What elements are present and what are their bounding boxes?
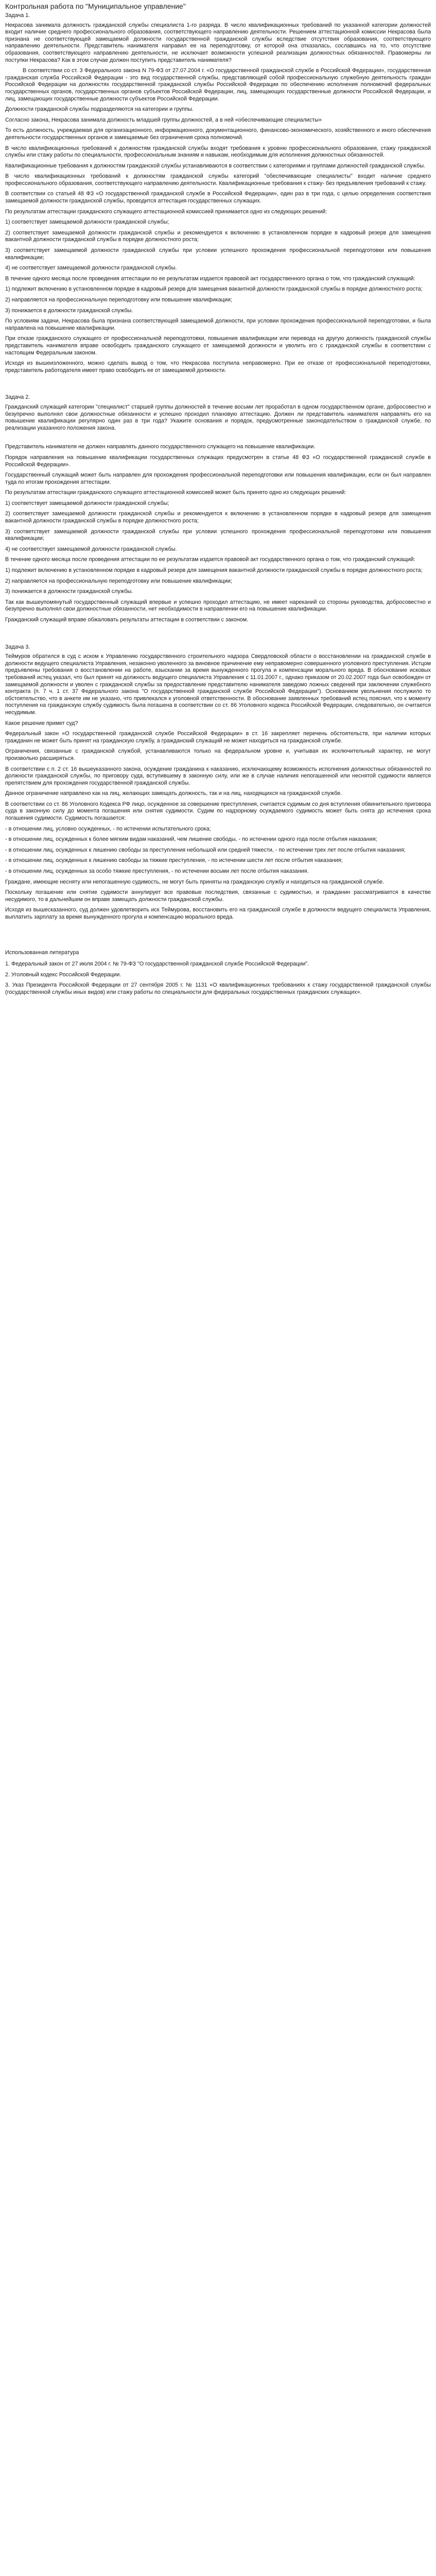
task-1-solution-para: По условиям задачи, Некрасова была признана соответствующей замещаемой должности, при условии прохождения профессиональной переподготовки, и была направлена на повышение квалификации. [5, 318, 431, 331]
task-1-section [5, 12, 431, 374]
task-2-solution-para: В течение одного месяца после проведения аттестации по ее результатам издается правовой акт государственного органа о том, что гражданский служащий: [5, 556, 415, 563]
task-3-solution-para: Граждане, имеющие несняту или непогашенную судимость, не могут быть приняты на гражданскую службу и находиться на гражданской службе. [5, 878, 385, 885]
task-2-solution-para: 1) соответствует замещаемой должности гражданской службы; [5, 500, 169, 506]
task-2-condition: Гражданский служащий категории "специалист" старшей группы должностей в течение восьми лет проработал в одном государственном органе, добросовестно и безупречно выполнял свои должностные обязанности и успешно проходил плановую аттестацию. Должен ли представитель нанимателя направлять его на повышение квалификации регулярно один раз в три года? Укажите основания и порядок, предусмотренные законодательством о гражданской службе, по реализации указанного положения закона. [5, 403, 431, 431]
task-1-solution-para: В течение одного месяца после проведения аттестации по ее результатам издается правовой акт государственного органа о том, что гражданский служащий: [5, 275, 415, 282]
task-3-heading: Задача 3. [5, 643, 30, 650]
task-2-solution-para: Так как вышеупомянутый государственный служащий впервые и успешно проходил аттестацию, не имеет нареканий со стороны руководства, добросовестно и безупречно выполнял свои должностные обязанности, нет необходимости в направлении его на повышение квалификации. [5, 599, 431, 613]
task-3-solution-para: В соответствии с п. 2 ст. 16 вышеуказанного закона, осуждение гражданина к наказанию, исключающему возможность исполнения должностных обязанностей по должности гражданской службы, по приговору суда, вступившему в законную силу, или же в случае наличия непогашенной или неснятой судимости является препятствием для прохождения государственной гражданской службы. [5, 766, 431, 786]
task-2-solution-para: 3) соответствует замещаемой должности гражданской службы при условии успешного прохождения профессиональной переподготовки или повышения квалификации; [5, 528, 431, 542]
task-3-solution-para: - в отношении лиц, осужденных к лишению свободы за преступления небольшой или средней тяжести, - по истечении трех лет после отбытия наказания; [5, 846, 406, 853]
task-3-solution-para: - в отношении лиц, осужденных к более мягким видам наказаний, чем лишение свободы, - по истечении одного года после отбытия наказания; [5, 836, 377, 843]
task-2-solution-para: 1) подлежит включению в установленном порядке в кадровый резерв для замещения вакантной должности гражданской службы в порядке должностного роста; [5, 567, 423, 574]
task-3-solution-para: - в отношении лиц, осужденных за особо тяжкие преступления, - по истечении восьми лет после отбытия наказания. [5, 868, 309, 875]
task-2-section [5, 394, 431, 623]
task-1-solution-para: 3) соответствует замещаемой должности гражданской службы при условии успешного прохождения профессиональной переподготовки или повышения квалификации; [5, 247, 431, 261]
task-1-solution-para: 1) подлежит включению в установленном порядке в кадровый резерв для замещения вакантной должности гражданской службы в порядке должностного роста; [5, 286, 423, 293]
task-3-solution-para: Какое решение примет суд? [5, 720, 78, 726]
section-spacer [5, 925, 431, 950]
task-1-solution-para: 4) не соответствует замещаемой должности гражданской службы. [5, 265, 177, 272]
literature-item: 1. Федеральный закон от 27 июля 2004 г. № 79-ФЗ "О государственной гражданской службе Российской Федерации". [5, 961, 309, 968]
literature-section [5, 950, 431, 996]
literature-item: 3. Указ Президента Российской Федерации от 27 сентября 2005 г. № 1131 «О квалификационных требованиях к стажу государственной гражданской службы (государственной службы иных видов) или стажу работы по специальности для федеральных государственных гражданских служащих». [5, 982, 431, 995]
task-2-solution-para: 2) соответствует замещаемой должности гражданской службы и рекомендуется к включению в установленном порядке в кадровый резерв для замещения вакантной должности гражданской службы в порядке должностного роста; [5, 511, 431, 524]
literature-heading: Использованная литература [5, 949, 79, 956]
task-2-solution-para: Гражданский служащий вправе обжаловать результаты аттестации в соответствии с законом. [5, 617, 249, 623]
task-2-solution-para: 2) направляется на профессиональную переподготовку или повышение квалификации; [5, 578, 232, 584]
task-3-solution-para: Поскольку погашение или снятие судимости аннулирует все правовые последствия, связанные с судимостью, и гражданин рассматривается в качестве несудимого, то в дальнейшем он вправе замещать должности гражданской службы. [5, 889, 431, 903]
task-2-solution-para: 3) понижается в должности гражданской службы. [5, 588, 133, 595]
task-1-solution-para: 2) соответствует замещаемой должности гражданской службы и рекомендуется к включению в установленном порядке в кадровый резерв для замещения вакантной должности гражданской службы в порядке должностного роста; [5, 229, 431, 243]
task-1-solution-para: То есть должность, учреждаемая для организационного, информационного, документационного, финансово-экономического, хозяйственного и иного обеспечения деятельности государственных органов и замещаемые без ограничения срока полномочий. [5, 127, 431, 141]
task-1-condition: Некрасова занимала должность гражданской службы специалиста 1-го разряда. В число квалификационных требований по указанной категории должностей входит наличие среднего профессионального образования, соответствующего направлению деятельности. Решением аттестационной комиссии Некрасова была признана не соответствующей замещаемой должности государственной гражданской службы вследствие отсутствия образования, соответствующего направлению деятельности. Представитель нанимателя направил ее на переподготовку, от которой она отказалась, сославшись на то, что отсутствие образования, соответствующего направлению деятельности, не исключает возможности успешной реализации должностных обязанностей. Правомерны ли поступки Некрасова? Как в этом случае должен поступить представитель нанимателя? [5, 22, 431, 63]
literature-item: 2. Уголовный кодекс Российской Федерации. [5, 971, 121, 978]
document-title: Контрольная работа по "Муниципальное управление" [5, 2, 186, 10]
task-2-heading: Задача 2. [5, 394, 30, 401]
task-1-solution-para: Квалификационные требования к должностям гражданской службы устанавливаются в соответствии с категориями и группами должностей гражданской службы. [5, 162, 426, 169]
task-2-solution-para: 4) не соответствует замещаемой должности гражданской службы. [5, 546, 177, 552]
task-3-solution-para: Федеральный закон «О государственной гражданской службе Российской Федерации» в ст. 16 закрепляет перечень обстоятельств, при наличии которых гражданин не может быть принят на гражданскую службу, а гражданский служащий не может находиться на гражданской службе. [5, 731, 431, 744]
task-3-solution-para: Ограничения, связанные с гражданской службой, устанавливаются только на федеральном уровне и, учитывая их исключительный характер, не могут произвольно расширяться. [5, 748, 431, 761]
task-1-solution-para: При отказе гражданского служащего от профессиональной переподготовки, повышения квалификации или перевода на другую должность гражданской службы представитель нанимателя вправе освободить гражданского служащего от замещаемой должности и уволить его с гражданской службы в соответствии с настоящим Федеральным законом. [5, 335, 431, 356]
task-3-solution-para: Данное ограничение направлено как на лиц, желающих замещать должность, так и на лиц, находящихся на гражданской службе. [5, 790, 342, 797]
task-3-condition: Теймуров обратился в суд с иском к Управлению государственного строительного надзора Свердловской области о восстановлении на гражданской службе в должности ведущего специалиста Управления, незаконно уволенного за виновное причинение ему неправомерно совершенного уголовного преступления. Истцом предъявлены требования о восстановлении на работе, взыскании за время вынужденного прогула и компенсации морального вреда. В обоснование исковых требований истец указал, что был принят на должность ведущего специалиста Управления с 11.01.2007 г., однако приказом от 20.02.2007 года был освобожден от замещаемой должности и уволен с гражданской службы за предоставление представителю нанимателя заведомо ложных сведений при заключении служебного контракта (п. 7 ч. 1 ст. 37 Федерального закона "О государственной гражданской службе Российской Федерации"). Основанием увольнения послужило то обстоятельство, что в анкете им не указано, что привлекался к уголовной ответственности. В обоснование заявленных требований истец пояснил, что к моменту поступления на гражданскую службу судимость была погашена в соответствии со ст. 86 Уголовного кодекса Российской Федерации, следовательно, он считается несудимым. [5, 653, 431, 716]
task-1-solution-para: Согласно закона, Некрасова занимала должность младшей группы должностей, а в ней «обеспечивающие специалисты» [5, 116, 322, 123]
task-3-solution-para: - в отношении лиц, условно осужденных, - по истечении испытательного срока; [5, 825, 211, 832]
task-1-solution-para: В число квалификационных требований к должностям гражданской службы входят требования к уровню профессионального образования, стажу гражданской службы или стажу работы по специальности, профессиональным знаниям и навыкам, необходимым для исполнения должностных обязанностей. [5, 145, 431, 159]
task-3-section [5, 644, 431, 921]
task-3-solution-para: В соответствии со ст. 86 Уголовного Кодекса РФ лицо, осужденное за совершение преступления, считается судимым со дня вступления обвинительного приговора суда в законную силу до момента погашения или снятия судимости. Судим по надзорному осуждаемого судимость может быть снята до истечения срока погашения судимости. Судимость погашается: [5, 801, 431, 822]
task-3-solution-para: - в отношении лиц, осужденных к лишению свободы за тяжкие преступления, - по истечении шести лет после отбытия наказания; [5, 857, 343, 864]
task-1-solution-para: В число квалификационных требований к должностям гражданской службы категорий "обеспечивающие специалисты" входит наличие среднего профессионального образования, соответствующего направлению деятельности. Квалификационные требования к стажу- без предъявления требований к стажу. [5, 173, 431, 187]
section-spacer [5, 435, 431, 444]
task-2-solution-para: Представитель нанимателя не должен направлять данного государственного служащего на повышение квалификации. [5, 444, 316, 450]
task-1-solution-para: 1) соответствует замещаемой должности гражданской службы; [5, 219, 169, 226]
task-1-solution-para: 3) понижается в должности гражданской службы. [5, 307, 133, 314]
task-2-solution-para: По результатам аттестации гражданского служащего аттестационной комиссией может быть принято одно из следующих решений: [5, 489, 346, 496]
document-page [0, 0, 436, 1004]
section-spacer [5, 378, 431, 394]
task-1-solution-para: Исходя из вышеизложенного, можно сделать вывод о том, что Некрасова поступила неправомерно. При ее отказе от профессиональной переподготовки, представитель работодателя имеет право освободить ее от замещаемой должности. [5, 360, 431, 374]
task-1-solution-para: Должности гражданской службы подразделяются на категории и группы. [5, 106, 194, 113]
task-1-solution-para: По результатам аттестации гражданского служащего аттестационной комиссией принимается одно из следующих решений: [5, 208, 327, 215]
task-1-solution-para: В соответствии со ст. 3 Федерального закона N 79-ФЗ от 27.07.2004 г. «О государственной гражданской службе в Российской Федерации», государственная гражданская служба Российской Федерации - это вид государственной службы, представляющей собой профессиональную служебную деятельность граждан Российской Федерации на должностях государственной гражданской службы Российской Федерации по обеспечению исполнения полномочий федеральных государственных органов, государственных органов субъектов Российской Федерации, лиц, замещающих государственные должности Российской Федерации, и лиц, замещающих государственные должности субъектов Российской Федерации. [5, 67, 431, 102]
task-1-heading: Задача 1. [5, 12, 30, 19]
task-2-solution-para: Государственный служащий может быть направлен для прохождения профессиональной переподготовки или повышения квалификации, если он был направлен туда по итогам прохождения аттестации. [5, 472, 431, 485]
task-1-solution-para: В соответствии со статьей 48 ФЗ «О государственной гражданской службе в Российской Федерации», один раз в три года, с целью определения соответствия замещаемой должности гражданской службы, проводится аттестация государственных служащих. [5, 191, 431, 205]
section-spacer [5, 628, 431, 644]
task-1-solution-para: 2) направляется на профессиональную переподготовку или повышение квалификации; [5, 297, 232, 303]
task-3-solution-para: Исходя из вышесказанного, суд должен удовлетворить иск Теймурова, восстановить его на гражданской службе в должности ведущего специалиста Управления, выплатить зарплату за время вынужденного прогула и компенсацию морального вреда. [5, 907, 431, 920]
task-2-solution-para: Порядок направления на повышение квалификации государственных служащих предусмотрен в статье 48 ФЗ «О государственной гражданской службе в Российской Федерации». [5, 454, 431, 468]
